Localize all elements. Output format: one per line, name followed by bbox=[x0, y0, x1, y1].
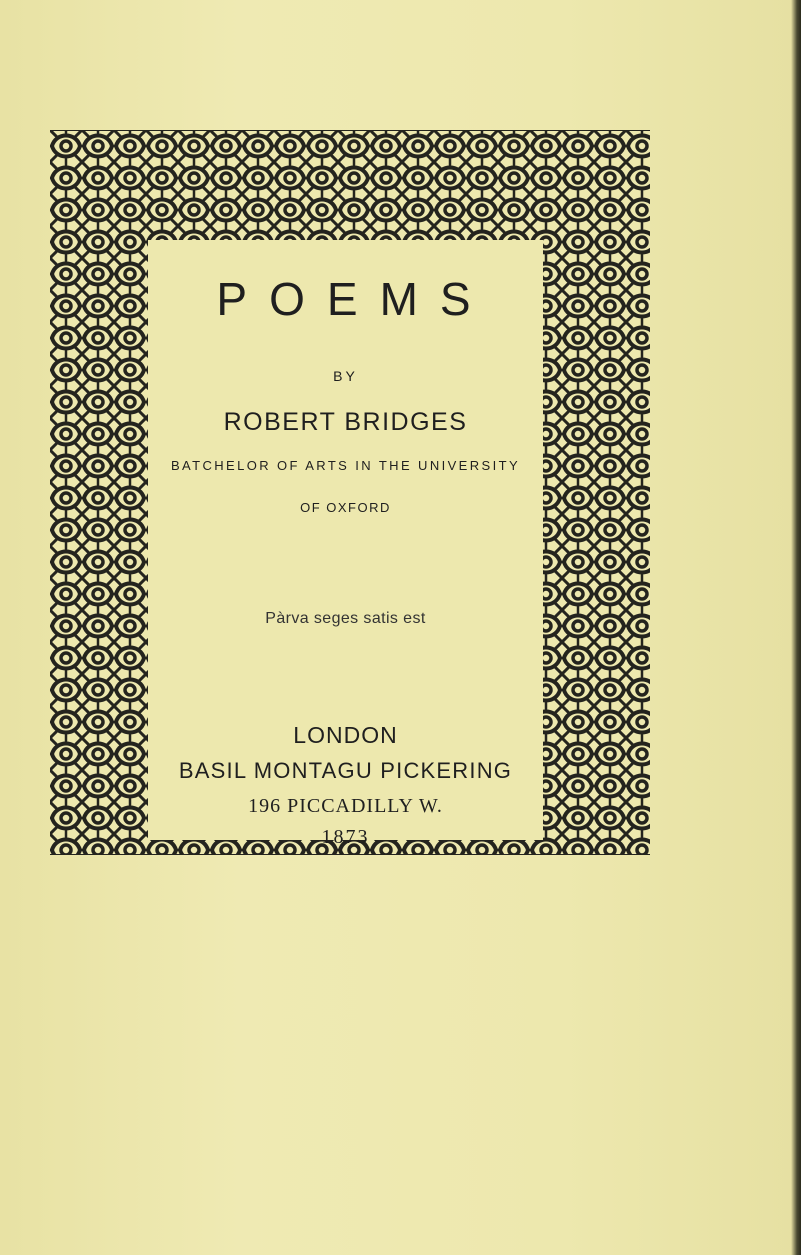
book-title: POEMS bbox=[216, 273, 493, 325]
publisher-name: BASIL MONTAGU PICKERING bbox=[178, 758, 513, 783]
publisher-address: 196 PICCADILLY W. bbox=[248, 795, 443, 817]
title-panel bbox=[148, 240, 543, 848]
by-line: BY bbox=[333, 368, 358, 384]
author-credential-line1: BATCHELOR OF ARTS IN THE UNIVERSITY bbox=[170, 458, 521, 473]
author-name: ROBERT BRIDGES bbox=[223, 408, 468, 436]
publication-year: 1873 bbox=[321, 826, 370, 848]
motto: Pàrva seges satis est bbox=[265, 610, 426, 627]
publication-city: LONDON bbox=[293, 722, 398, 748]
page-edge-shadow bbox=[791, 0, 801, 1255]
author-credential-line2: OF OXFORD bbox=[300, 500, 391, 515]
